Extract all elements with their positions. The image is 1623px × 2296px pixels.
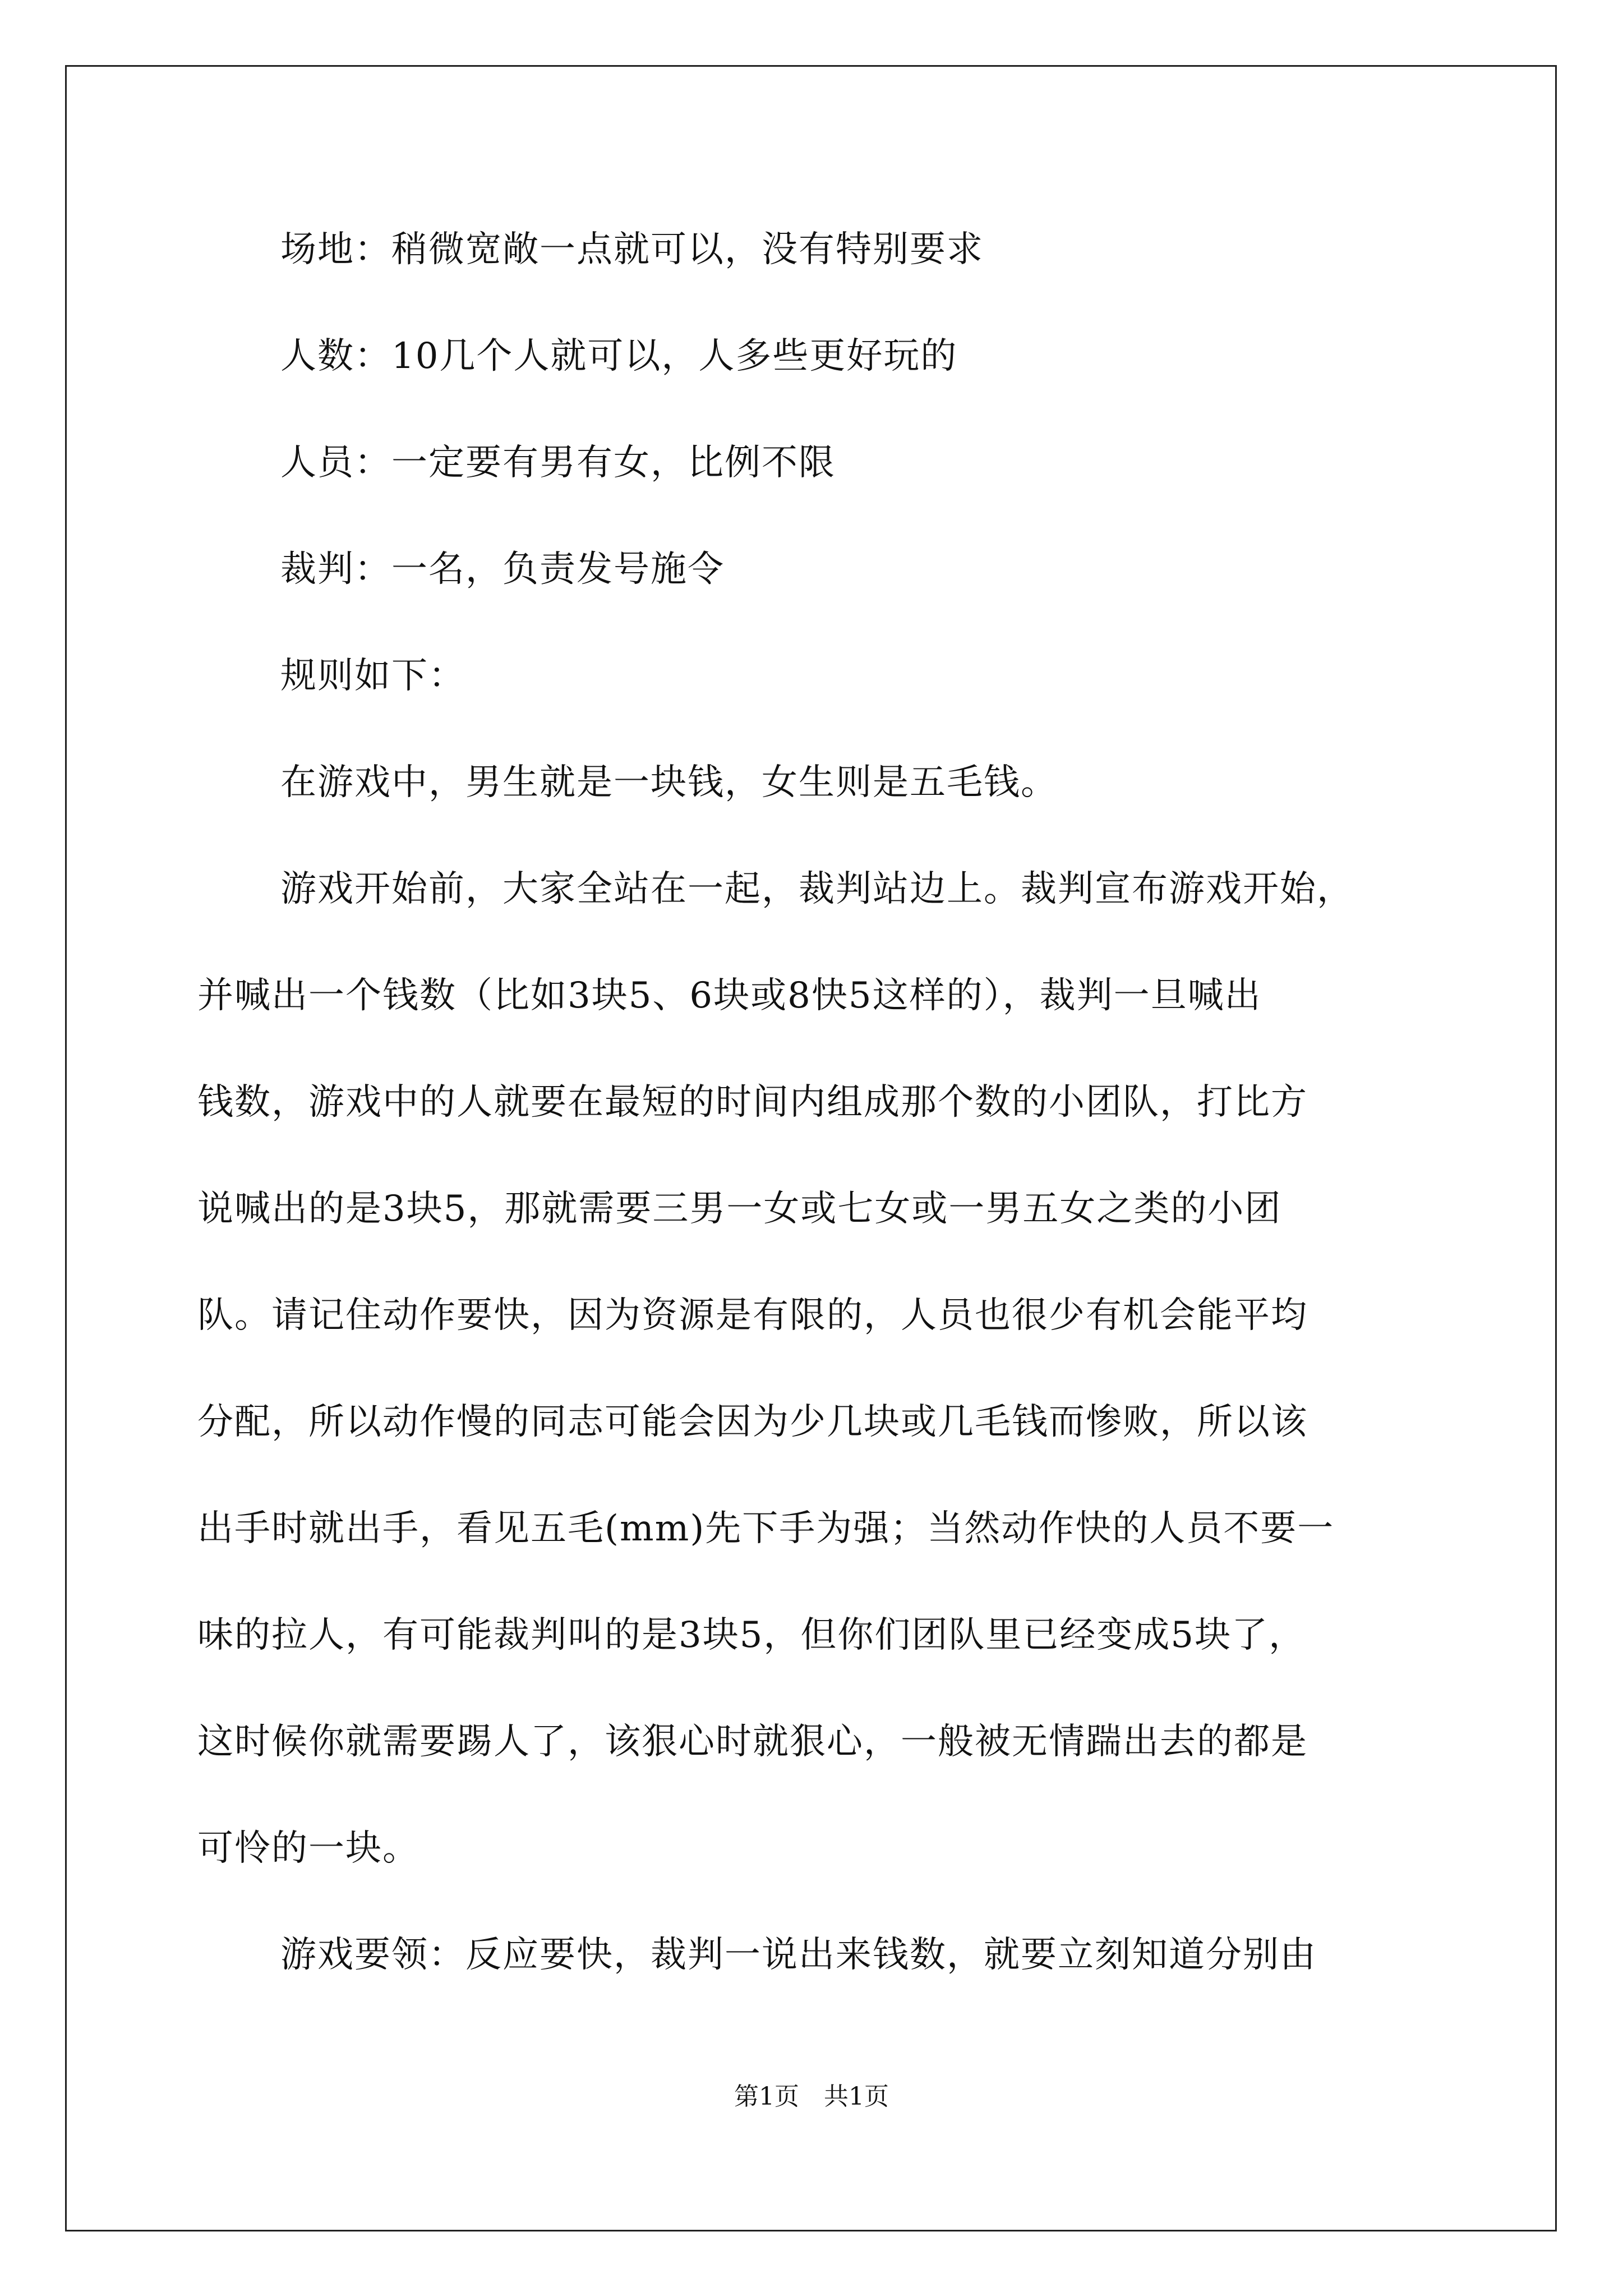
paragraph-line: 味的拉人，有可能裁判叫的是3块5，但你们团队里已经变成5块了， [197, 1614, 1306, 1656]
paragraph-line: 出手时就出手，看见五毛(mm)先下手为强；当然动作快的人员不要一 [197, 1508, 1335, 1549]
paragraph-line: 游戏开始前，大家全站在一起，裁判站边上。裁判宣布游戏开始， [280, 868, 1354, 910]
page-border [65, 65, 1557, 2231]
participants-line: 人员：一定要有男有女，比例不限 [280, 442, 836, 484]
rules-heading: 规则如下： [280, 655, 465, 697]
tips-line: 游戏要领：反应要快，裁判一说出来钱数，就要立刻知道分别由 [280, 1934, 1317, 1976]
paragraph-line: 说喊出的是3块5，那就需要三男一女或七女或一男五女之类的小团 [197, 1188, 1282, 1230]
paragraph-line: 可怜的一块。 [197, 1828, 419, 1869]
paragraph-line: 队。请记住动作要快，因为资源是有限的，人员也很少有机会能平均 [197, 1295, 1308, 1336]
venue-line: 场地：稍微宽敞一点就可以，没有特别要求 [280, 229, 984, 270]
referee-line: 裁判：一名，负责发号施令 [280, 549, 725, 590]
headcount-line: 人数：10几个人就可以，人多些更好玩的 [280, 335, 958, 377]
paragraph-line: 钱数，游戏中的人就要在最短的时间内组成那个数的小团队，打比方 [197, 1082, 1308, 1123]
paragraph-line: 分配，所以动作慢的同志可能会因为少几块或几毛钱而惨败，所以该 [197, 1401, 1308, 1443]
page-footer: 第1页 共1页 [734, 2082, 889, 2111]
paragraph-line: 这时候你就需要踢人了，该狠心时就狠心，一般被无情踹出去的都是 [197, 1721, 1308, 1763]
paragraph-line: 并喊出一个钱数（比如3块5、6块或8快5这样的），裁判一旦喊出 [197, 975, 1262, 1016]
rule-value-line: 在游戏中，男生就是一块钱，女生则是五毛钱。 [280, 762, 1058, 803]
